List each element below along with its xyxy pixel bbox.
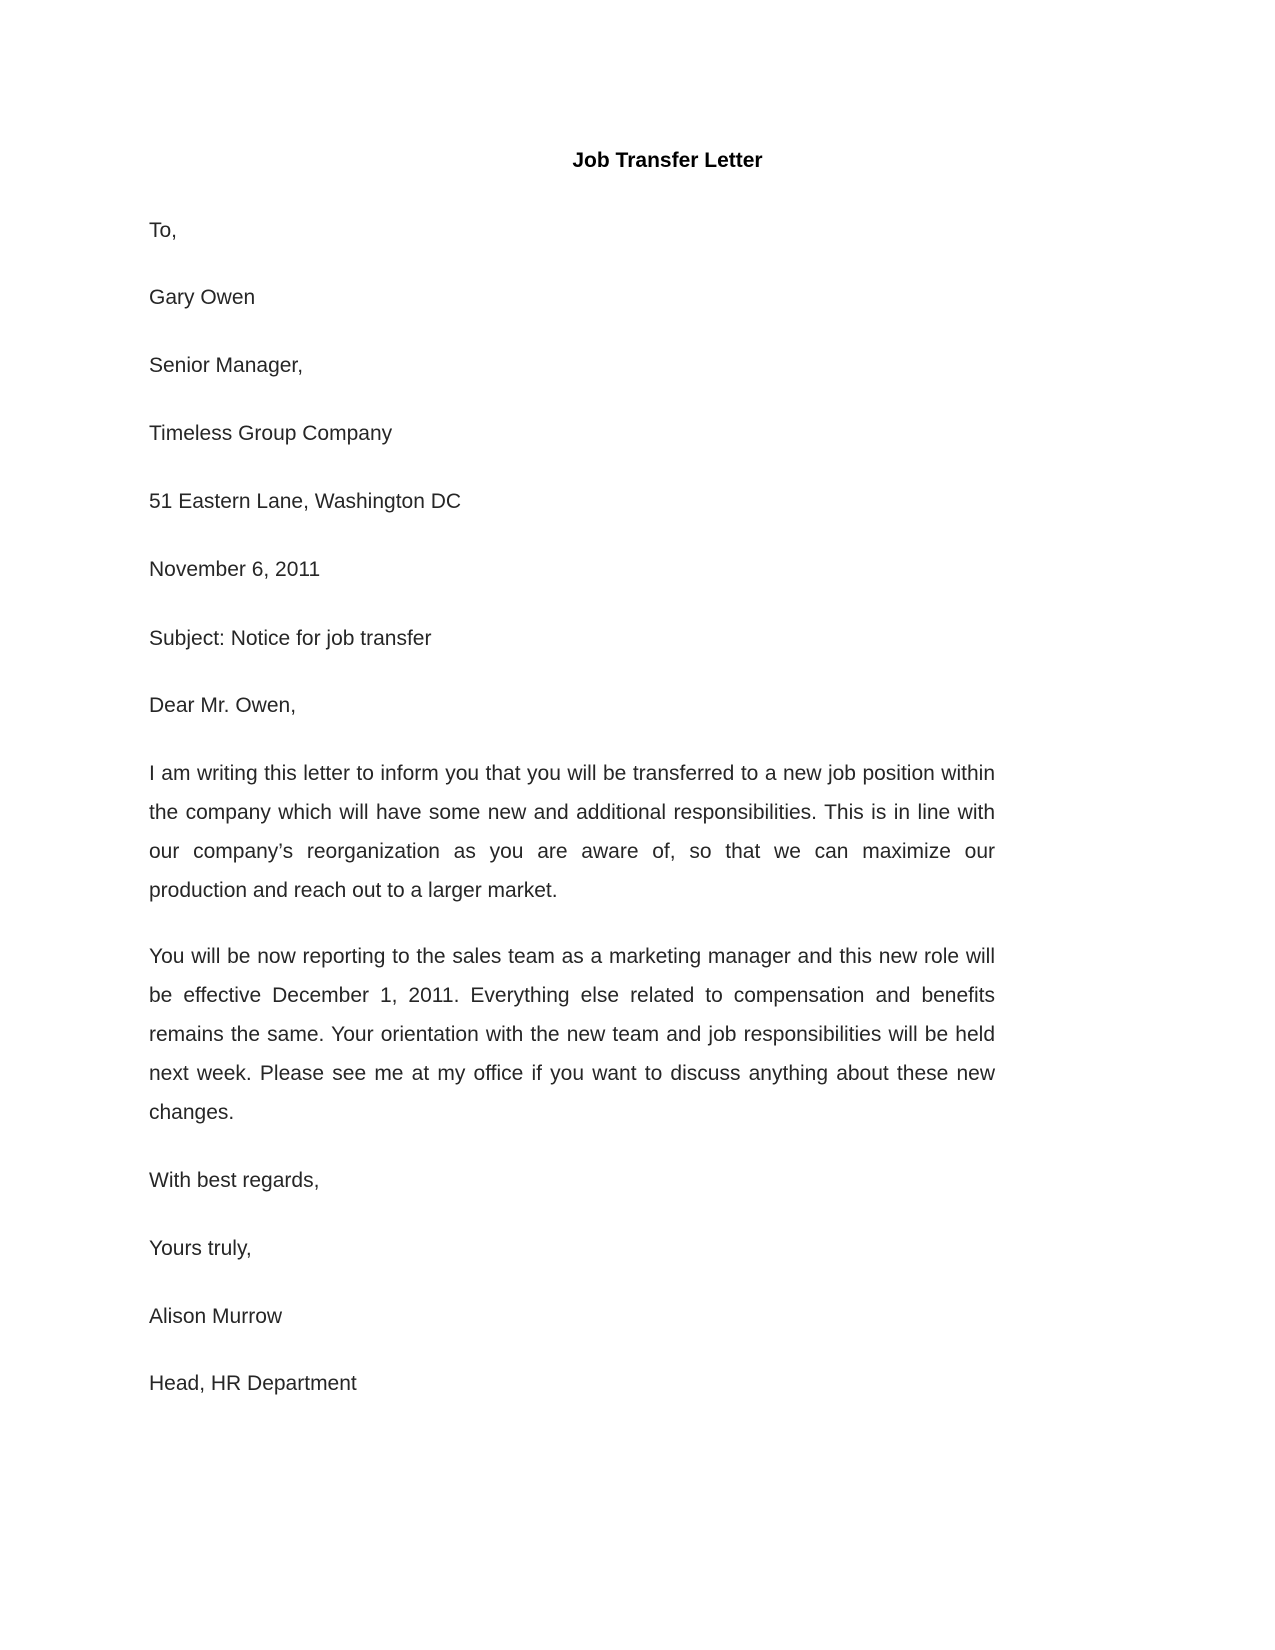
letter-title: Job Transfer Letter [572, 149, 763, 172]
recipient-title: Senior Manager, [149, 354, 304, 377]
letter-subject: Subject: Notice for job transfer [149, 627, 432, 650]
sender-name: Alison Murrow [149, 1305, 283, 1328]
recipient-name: Gary Owen [149, 286, 256, 309]
closing-regards: With best regards, [149, 1169, 320, 1192]
recipient-company: Timeless Group Company [149, 422, 393, 445]
letter-date: November 6, 2011 [149, 558, 321, 581]
recipient-address: 51 Eastern Lane, Washington DC [149, 490, 462, 513]
closing-yours-truly: Yours truly, [149, 1237, 252, 1260]
body-paragraph-2: You will be now reporting to the sales team as a marketing manager and this new role will be effective December 1, 2011. Everything else related to compensation and benefits remains the same. Your orientation with the new team and job responsibilities will be held next week. Please see me at my office if you want to discuss anything about these new changes. [149, 945, 995, 1124]
letter-greeting: Dear Mr. Owen, [149, 694, 297, 717]
sender-title: Head, HR Department [149, 1372, 357, 1395]
salutation-to: To, [149, 219, 178, 242]
body-paragraph-1: I am writing this letter to inform you that you will be transferred to a new job position within the company which will have some new and additional responsibilities. This is in line with our company’s reorganization as you are aware of, so that we can maximize our production and reach out to a larger market. [149, 762, 995, 902]
